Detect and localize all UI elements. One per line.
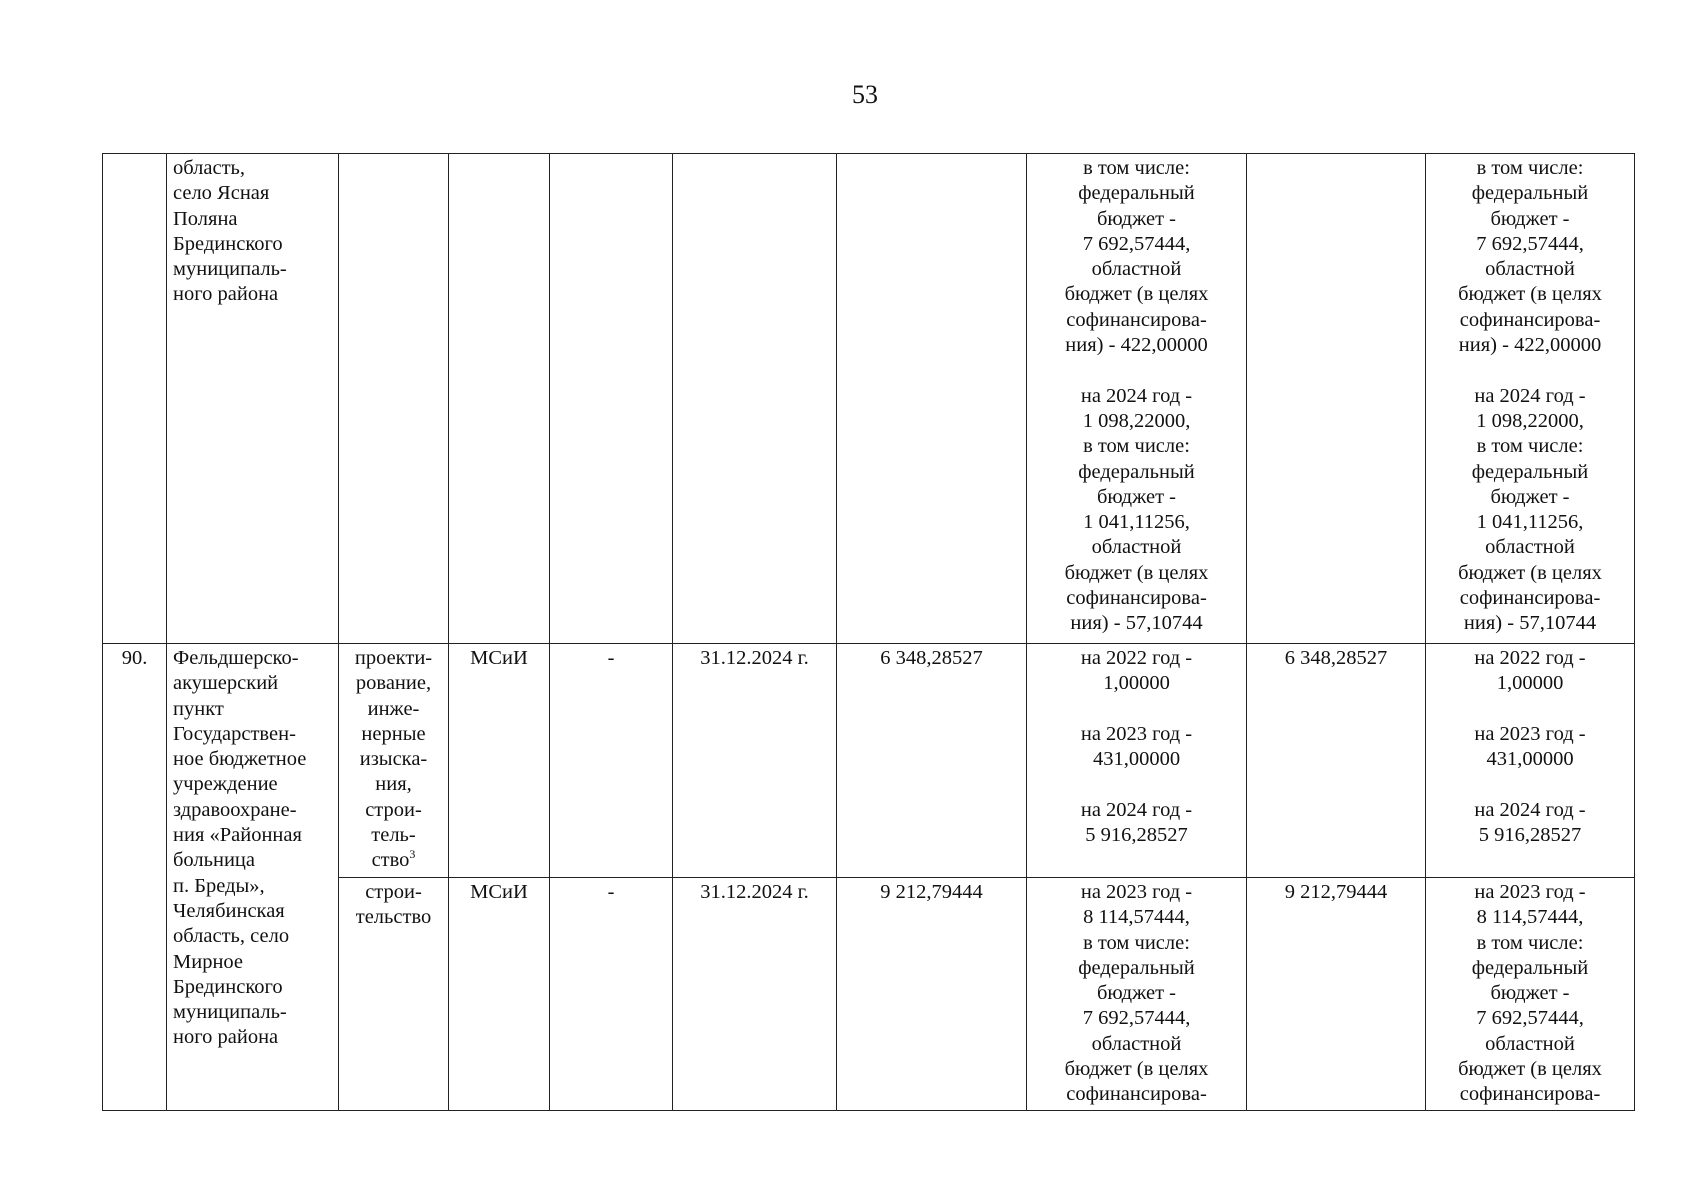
work-type-cell	[339, 154, 449, 644]
funding-by-year-cell: на 2022 год - 1,00000 на 2023 год - 431,00000 на 2024 год - 5 916,28527	[1027, 644, 1247, 878]
customer-cell: МСиИ	[449, 644, 550, 878]
deadline-cell: 31.12.2024 г.	[673, 878, 837, 1111]
object-name-cell: Фельдшерско- акушерский пункт Государствен- ное бюджетное учреждение здравоохране- ния «Районная больница п. Бреды», Челябинская область, село Мирное Брединского муниципаль- ного района	[167, 644, 339, 1111]
work-type-text: проекти- рование, инже- нерные изыска- ния, строи- тель- ство	[354, 647, 433, 872]
work-type-cell	[339, 644, 449, 878]
limit-cell: 6 348,28527	[1247, 644, 1426, 878]
object-name-cell: область, село Ясная Поляна Брединского муниципаль- ного района	[167, 154, 339, 644]
estimated-cost-cell	[837, 154, 1027, 644]
funding-by-year-cell-2: на 2022 год - 1,00000 на 2023 год - 431,00000 на 2024 год - 5 916,28527	[1426, 644, 1635, 878]
dash-cell: -	[550, 878, 673, 1111]
funding-by-year-cell: на 2023 год - 8 114,57444, в том числе: федеральный бюджет - 7 692,57444, областной бюджет (в целях софинансирова-	[1027, 878, 1247, 1111]
footnote-mark: 3	[409, 847, 416, 862]
estimated-cost-cell: 6 348,28527	[837, 644, 1027, 878]
deadline-cell: 31.12.2024 г.	[673, 644, 837, 878]
customer-cell	[449, 154, 550, 644]
funding-by-year-cell: в том числе: федеральный бюджет - 7 692,57444, областной бюджет (в целях софинансирова- ния) - 422,00000 на 2024 год - 1 098,22000, в том числе: федеральный бюджет - 1 041,11256, областной бюджет (в целях софинансирова- ния) - 57,10744	[1027, 154, 1247, 644]
limit-cell: 9 212,79444	[1247, 878, 1426, 1111]
dash-cell: -	[550, 644, 673, 878]
deadline-cell	[673, 154, 837, 644]
funding-by-year-cell-2: на 2023 год - 8 114,57444, в том числе: федеральный бюджет - 7 692,57444, областной бюджет (в целях софинансирова-	[1426, 878, 1635, 1111]
table-row-90a	[103, 644, 1635, 878]
work-type-cell: строи- тельство	[339, 878, 449, 1111]
limit-cell	[1247, 154, 1426, 644]
customer-cell: МСиИ	[449, 878, 550, 1111]
funding-by-year-cell-2: в том числе: федеральный бюджет - 7 692,57444, областной бюджет (в целях софинансирова- ния) - 422,00000 на 2024 год - 1 098,22000, в том числе: федеральный бюджет - 1 041,11256, областной бюджет (в целях софинансирова- ния) - 57,10744	[1426, 154, 1635, 644]
projects-table	[102, 153, 1635, 1111]
row-number-cell	[103, 154, 167, 644]
estimated-cost-cell: 9 212,79444	[837, 878, 1027, 1111]
row-number-cell: 90.	[103, 644, 167, 1111]
page-number: 53	[852, 80, 878, 109]
table-row-continuation	[103, 154, 1635, 644]
dash-cell	[550, 154, 673, 644]
